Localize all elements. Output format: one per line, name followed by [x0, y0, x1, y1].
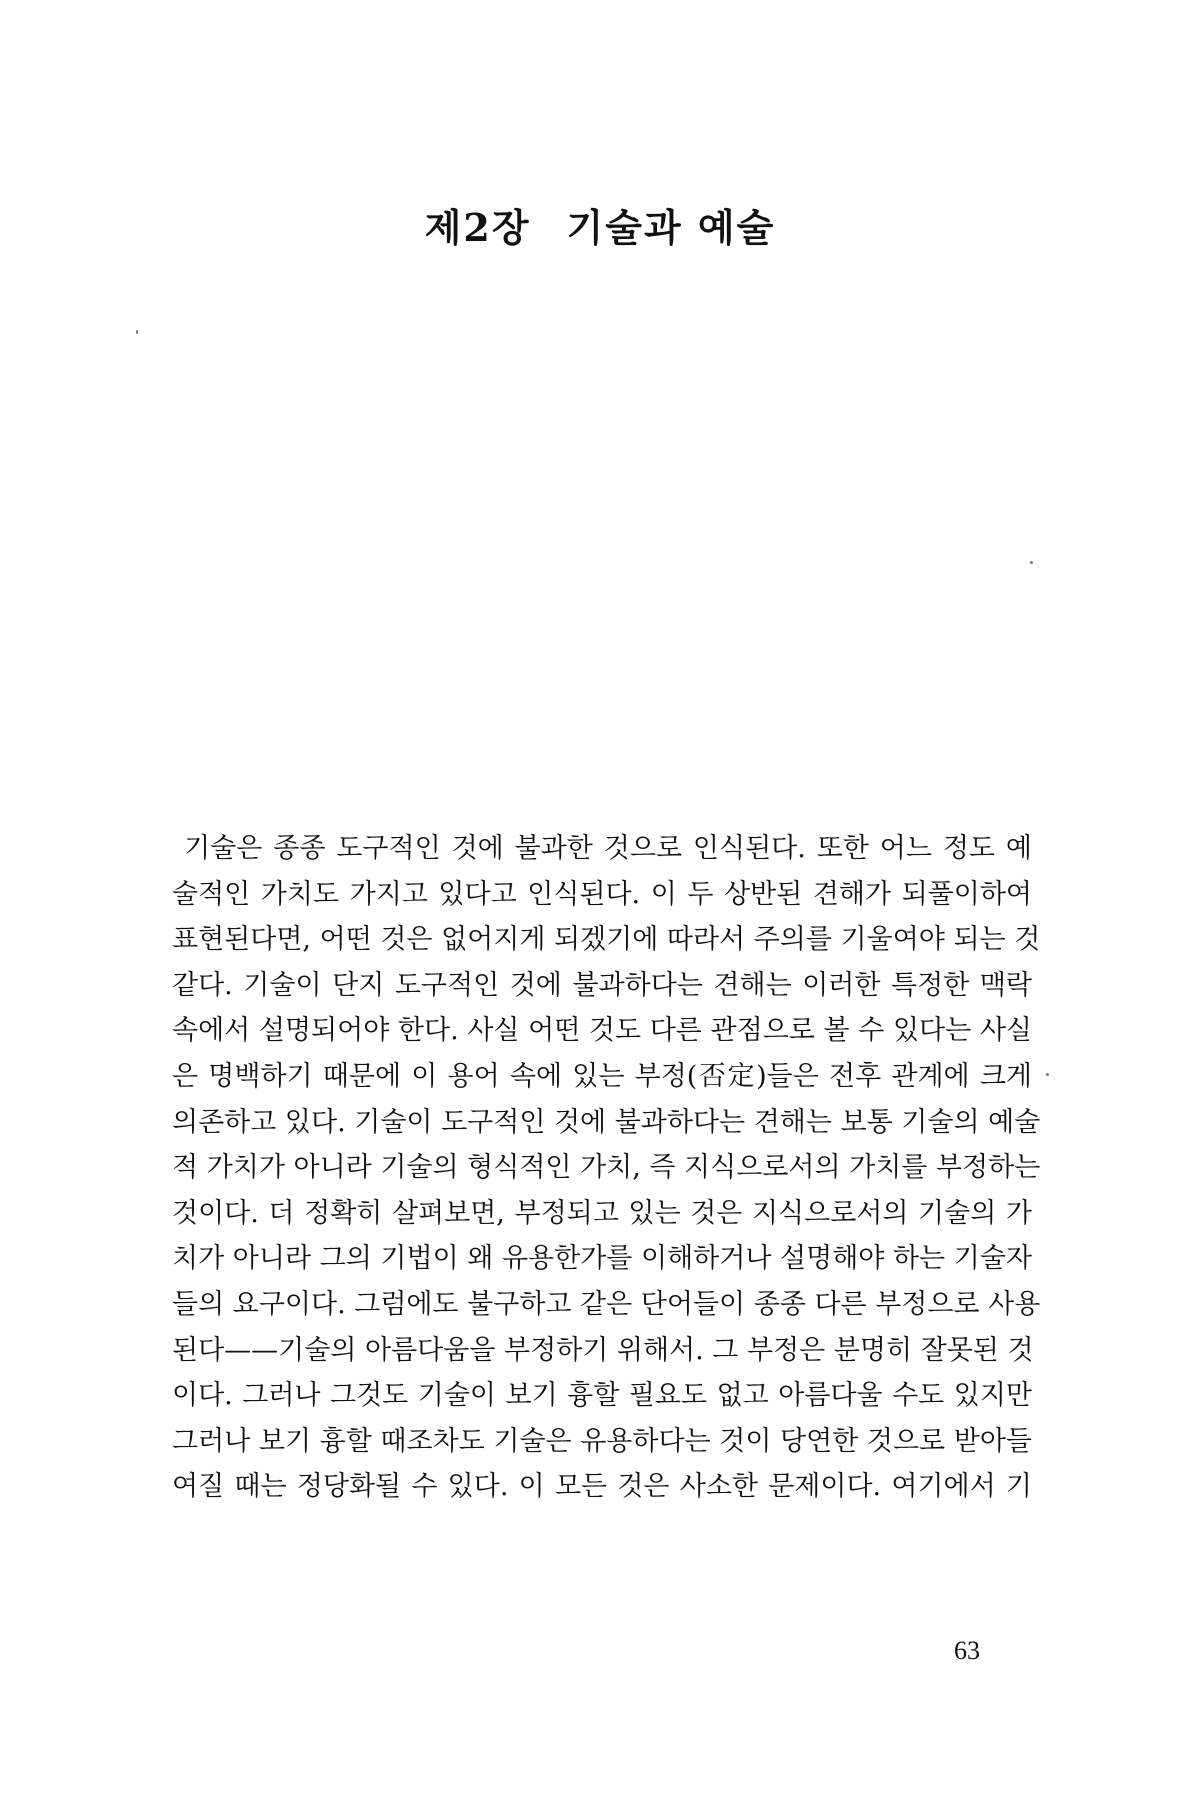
text-line: 기술은 종종 도구적인 것에 불과한 것으로 인식된다. 또한 어느 정도 예	[184, 833, 1032, 864]
text-line: 표현된다면, 어떤 것은 없어지게 되겠기에 따라서 주의를 기울여야 되는 것	[172, 924, 1041, 956]
text-line: 속에서 설명되어야 한다. 사실 어떤 것도 다른 관점으로 볼 수 있다는 사실	[172, 1015, 1032, 1047]
text-line: 들의 요구이다. 그럼에도 불구하고 같은 단어들이 종종 다른 부정으로 사용	[172, 1288, 1041, 1320]
chapter-heading	[0, 197, 1200, 252]
scan-speck	[1030, 561, 1033, 564]
page-number: 63	[954, 1636, 980, 1665]
text-line: 의존하고 있다. 기술이 도구적인 것에 불과하다는 견해는 보통 기술의 예술	[172, 1106, 1041, 1138]
body-paragraph	[172, 826, 1041, 1510]
chapter-number: 제2장	[424, 205, 531, 251]
text-line: 술적인 가치도 가지고 있다고 인식된다. 이 두 상반된 견해가 되풀이하여	[172, 878, 1032, 910]
text-line: 그러나 보기 흉할 때조차도 기술은 유용하다는 것이 당연한 것으로 받아들	[172, 1425, 1032, 1457]
text-line: 것이다. 더 정확히 살펴보면, 부정되고 있는 것은 지식으로서의 기술의 가	[172, 1197, 1032, 1229]
text-line: 적 가치가 아니라 기술의 형식적인 가치, 즉 지식으로서의 가치를 부정하는	[172, 1152, 1041, 1184]
text-line: 같다. 기술이 단지 도구적인 것에 불과하다는 견해는 이러한 특정한 맥락	[172, 969, 1032, 1001]
text-line: 여질 때는 정당화될 수 있다. 이 모든 것은 사소한 문제이다. 여기에서 기	[172, 1471, 1032, 1503]
chapter-title: 기술과 예술	[566, 205, 776, 251]
scan-speck	[1046, 1073, 1049, 1076]
text-line: 된다——기술의 아름다움을 부정하기 위해서. 그 부정은 분명히 잘못된 것	[172, 1334, 1034, 1366]
text-line: 은 명백하기 때문에 이 용어 속에 있는 부정(否定)들은 전후 관계에 크게	[172, 1060, 1032, 1092]
text-line: 치가 아니라 그의 기법이 왜 유용한가를 이해하거나 설명해야 하는 기술자	[172, 1243, 1032, 1275]
scan-speck	[136, 330, 138, 334]
text-line: 이다. 그러나 그것도 기술이 보기 흉할 필요도 없고 아름다울 수도 있지만	[172, 1380, 1032, 1412]
